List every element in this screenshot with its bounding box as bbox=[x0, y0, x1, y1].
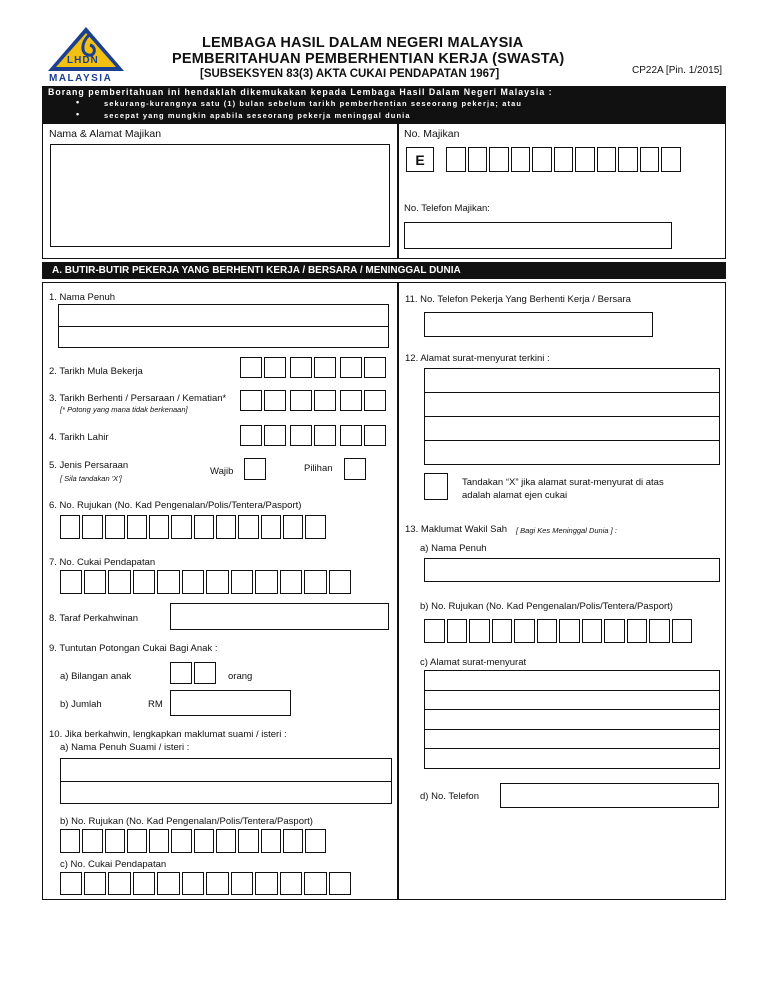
mandatory-label: Wajib bbox=[210, 466, 234, 477]
employer-no-prefix bbox=[406, 147, 434, 172]
tax-agent-note-1: Tandakan “X” jika alamat surat-menyurat di atas bbox=[462, 477, 664, 488]
notice-text: Borang pemberitahuan ini hendaklah dikemukakan kepada Lembaga Hasil Dalam Negeri Malaysia : bbox=[48, 87, 553, 97]
representative-name-label: a) Nama Penuh bbox=[420, 543, 487, 554]
employer-divider bbox=[397, 124, 399, 259]
section-a-header bbox=[42, 262, 726, 279]
notice-bullet: sekurang-kurangnya satu (1) bulan sebelum tarikh pemberhentian seseorang pekerja; atau bbox=[104, 99, 523, 108]
employer-phone-field[interactable] bbox=[404, 222, 672, 249]
full-name-field[interactable] bbox=[58, 304, 389, 348]
start-date-label: 2. Tarikh Mula Bekerja bbox=[49, 366, 143, 377]
employee-phone-label: 11. No. Telefon Pekerja Yang Berhenti Kerja / Bersara bbox=[405, 294, 631, 305]
form-subtitle: [SUBSEKSYEN 83(3) AKTA CUKAI PENDAPATAN 1967] bbox=[200, 68, 500, 80]
tax-no-field[interactable] bbox=[108, 570, 353, 594]
reference-no-label: 6. No. Rujukan (No. Kad Pengenalan/Polis/Tentera/Pasport) bbox=[49, 500, 302, 511]
tax-no-label: 7. No. Cukai Pendapatan bbox=[49, 557, 156, 568]
spouse-section-label: 10. Jika berkahwin, lengkapkan maklumat suami / isteri : bbox=[49, 729, 287, 740]
end-date-field[interactable] bbox=[240, 390, 388, 411]
employer-no-prefix-text: E bbox=[415, 151, 425, 168]
employer-name-label: Nama & Alamat Majikan bbox=[49, 128, 162, 140]
employer-phone-label: No. Telefon Majikan: bbox=[404, 203, 490, 214]
notice-bar bbox=[42, 86, 726, 124]
employer-no-field[interactable] bbox=[446, 147, 683, 172]
tax-no-prefix-field[interactable] bbox=[60, 570, 108, 594]
marital-status-field[interactable] bbox=[170, 603, 389, 630]
logo-subtitle: MALAYSIA bbox=[49, 73, 113, 84]
form-code: CP22A [Pin. 1/2015] bbox=[632, 65, 723, 76]
employer-no-label: No. Majikan bbox=[404, 128, 460, 140]
spouse-tax-no-prefix-field[interactable] bbox=[60, 872, 108, 895]
relief-amount-unit: RM bbox=[148, 699, 163, 710]
representative-reference-field[interactable] bbox=[424, 619, 694, 643]
children-count-label: a) Bilangan anak bbox=[60, 671, 132, 682]
address-field[interactable] bbox=[424, 368, 720, 465]
tax-agent-address-checkbox[interactable] bbox=[424, 473, 448, 500]
representative-reference-label: b) No. Rujukan (No. Kad Pengenalan/Polis/Tentera/Pasport) bbox=[420, 601, 673, 612]
bullet-icon: • bbox=[76, 109, 80, 119]
notice-bullet: secepat yang mungkin apabila seseorang pekerja meninggal dunia bbox=[104, 111, 411, 120]
representative-phone-field[interactable] bbox=[500, 783, 719, 808]
start-date-field[interactable] bbox=[240, 357, 388, 378]
mandatory-checkbox[interactable] bbox=[244, 458, 266, 480]
section-a-divider bbox=[397, 282, 399, 900]
relief-amount-field[interactable] bbox=[170, 690, 291, 716]
end-date-note: [* Potong yang mana tidak berkenaan] bbox=[60, 405, 188, 414]
lhdn-logo bbox=[45, 25, 127, 85]
birth-date-label: 4. Tarikh Lahir bbox=[49, 432, 109, 443]
employer-name-address-field[interactable] bbox=[50, 144, 390, 247]
representative-note: [ Bagi Kes Meninggal Dunia ] : bbox=[516, 526, 617, 535]
representative-phone-label: d) No. Telefon bbox=[420, 791, 479, 802]
bullet-icon: • bbox=[76, 97, 80, 107]
children-count-field[interactable] bbox=[170, 662, 218, 684]
end-date-label: 3. Tarikh Berhenti / Persaraan / Kematian* bbox=[49, 393, 227, 404]
representative-label: 13. Maklumat Wakil Sah bbox=[405, 524, 508, 535]
page-title: LEMBAGA HASIL DALAM NEGERI MALAYSIA bbox=[202, 35, 524, 51]
tax-agent-note-2: adalah alamat ejen cukai bbox=[462, 490, 568, 501]
representative-address-field[interactable] bbox=[424, 670, 720, 769]
marital-status-label: 8. Taraf Perkahwinan bbox=[49, 613, 139, 624]
relief-amount-label: b) Jumlah bbox=[60, 699, 102, 710]
spouse-reference-label: b) No. Rujukan (No. Kad Pengenalan/Polis/Tentera/Pasport) bbox=[60, 816, 313, 827]
children-count-unit: orang bbox=[228, 671, 253, 682]
birth-date-field[interactable] bbox=[240, 425, 388, 446]
spouse-tax-no-field[interactable] bbox=[108, 872, 353, 895]
spouse-name-field[interactable] bbox=[60, 758, 392, 804]
section-a-title: A. BUTIR-BUTIR PEKERJA YANG BERHENTI KERJA / BERSARA / MENINGGAL DUNIA bbox=[52, 265, 461, 276]
employee-phone-field[interactable] bbox=[424, 312, 653, 337]
retirement-type-note: [ Sila tandakan 'X'] bbox=[60, 474, 122, 483]
logo-text: LHDN bbox=[67, 55, 99, 66]
spouse-name-label: a) Nama Penuh Suami / isteri : bbox=[60, 742, 190, 753]
optional-label: Pilihan bbox=[304, 463, 333, 474]
address-label: 12. Alamat surat-menyurat terkini : bbox=[405, 353, 550, 364]
form-title: PEMBERITAHUAN PEMBERHENTIAN KERJA (SWASTA) bbox=[172, 51, 565, 67]
full-name-label: 1. Nama Penuh bbox=[49, 292, 116, 303]
representative-name-field[interactable] bbox=[424, 558, 720, 582]
reference-no-field[interactable] bbox=[60, 515, 328, 539]
child-relief-label: 9. Tuntutan Potongan Cukai Bagi Anak : bbox=[49, 643, 218, 654]
spouse-reference-field[interactable] bbox=[60, 829, 328, 853]
spouse-tax-no-label: c) No. Cukai Pendapatan bbox=[60, 859, 167, 870]
retirement-type-label: 5. Jenis Persaraan bbox=[49, 460, 129, 471]
optional-checkbox[interactable] bbox=[344, 458, 366, 480]
representative-address-label: c) Alamat surat-menyurat bbox=[420, 657, 527, 668]
